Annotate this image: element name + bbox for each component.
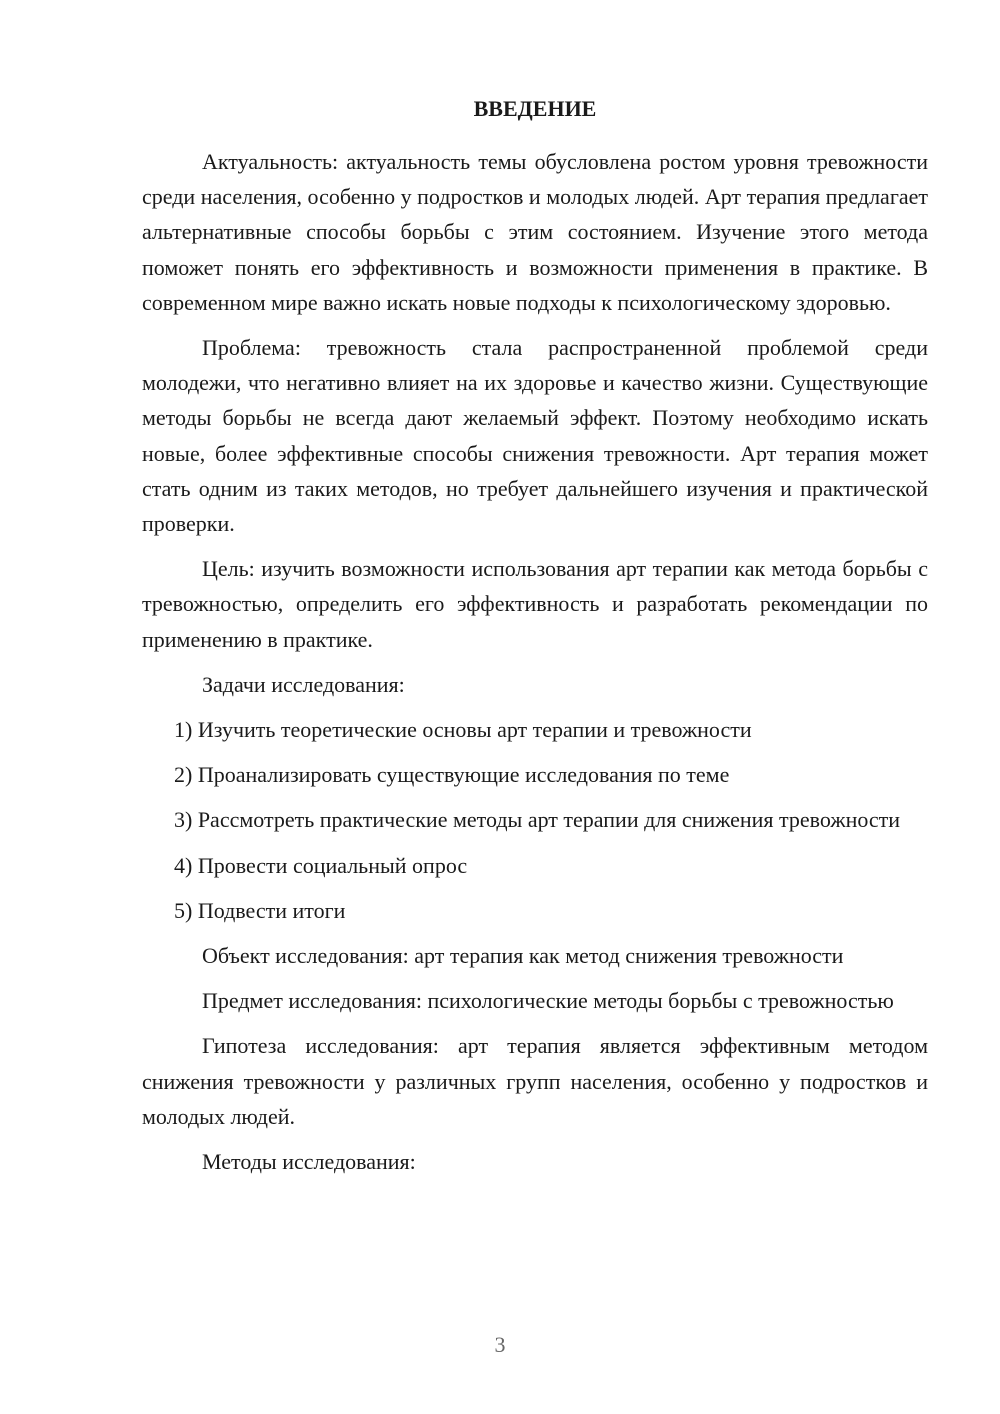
document-page xyxy=(142,92,928,1189)
goal-paragraph: Цель: изучить возможности использования арт терапии как метода борьбы с тревожностью, определить его эффективность и разработать рекомендации по применению в практике. xyxy=(142,556,928,652)
subject-paragraph: Предмет исследования: психологические методы борьбы с тревожностью xyxy=(202,988,894,1014)
tasks-heading: Задачи исследования: xyxy=(202,671,405,697)
section-title: ВВЕДЕНИЕ xyxy=(473,96,597,121)
methods-heading: Методы исследования: xyxy=(202,1149,416,1175)
task-item-2: 2) Проанализировать существующие исследования по теме xyxy=(174,762,730,788)
task-item-5: 5) Подвести итоги xyxy=(174,897,346,923)
relevance-paragraph: Актуальность: актуальность темы обусловлена ростом уровня тревожности среди населения, особенно у подростков и молодых людей. Арт терапия предлагает альтернативные способы борьбы с этим состоянием. Изучение этого метода поможет понять его эффективность и возможности применения в практике. В современном мире важно искать новые подходы к психологическому здоровью. xyxy=(142,149,928,315)
task-item-1: 1) Изучить теоретические основы арт терапии и тревожности xyxy=(174,717,752,743)
problem-paragraph: Проблема: тревожность стала распространенной проблемой среди молодежи, что негативно влияет на их здоровье и качество жизни. Существующие методы борьбы не всегда дают желаемый эффект. Поэтому необходимо искать новые, более эффективные способы снижения тревожности. Арт терапия может стать одним из таких методов, но требует дальнейшего изучения и практической проверки. xyxy=(142,335,928,537)
object-paragraph: Объект исследования: арт терапия как метод снижения тревожности xyxy=(202,943,844,969)
hypothesis-paragraph: Гипотеза исследования: арт терапия является эффективным методом снижения тревожности у различных групп населения, особенно у подростков и молодых людей. xyxy=(142,1033,928,1129)
page-number: 3 xyxy=(494,1332,506,1357)
task-item-4: 4) Провести социальный опрос xyxy=(174,852,468,878)
task-item-3: 3) Рассмотреть практические методы арт терапии для снижения тревожности xyxy=(174,807,901,833)
